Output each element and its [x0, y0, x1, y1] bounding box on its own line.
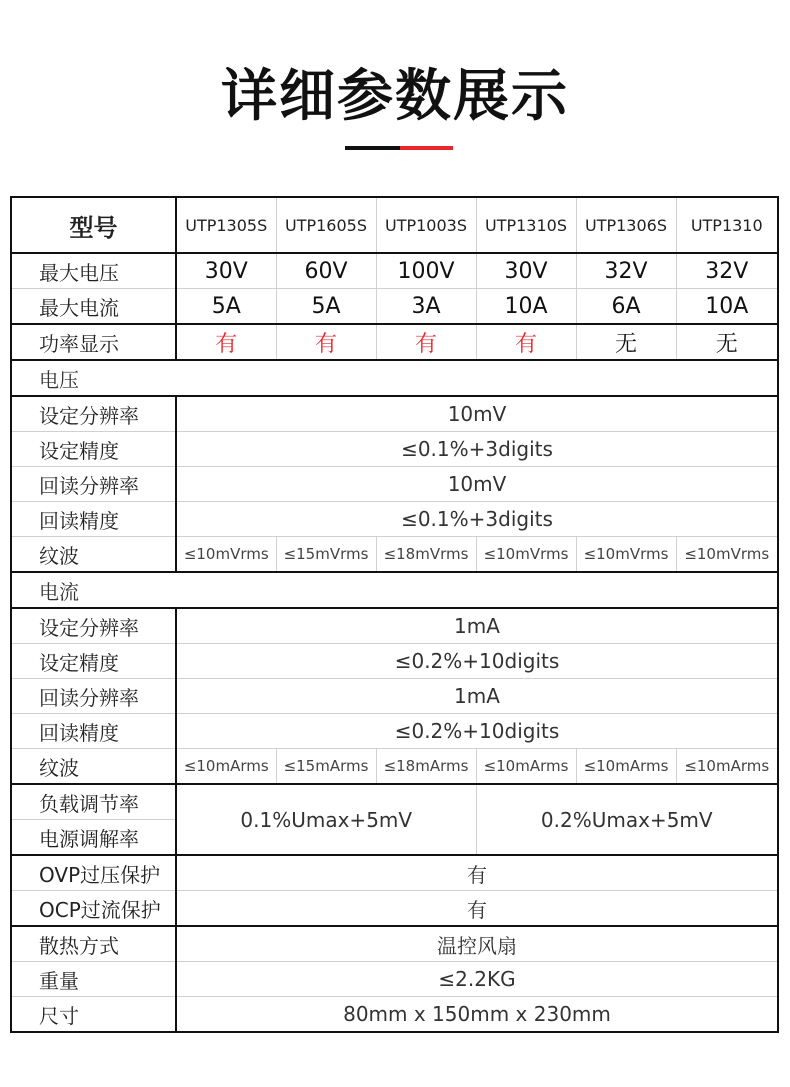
- value-cell: 10mV: [176, 467, 778, 502]
- row-label: 最大电压: [11, 253, 176, 289]
- value-cell: 60V: [276, 253, 376, 289]
- voltage-read-resolution-row: [11, 467, 778, 502]
- value-cell: ≤10mArms: [576, 749, 676, 785]
- value-cell: 10A: [676, 289, 778, 325]
- max-current-row: [11, 289, 778, 325]
- value-cell: 30V: [176, 253, 276, 289]
- title-underline-black: [345, 146, 400, 150]
- row-label: 设定分辨率: [11, 396, 176, 432]
- value-cell: 3A: [376, 289, 476, 325]
- value-cell: ≤15mVrms: [276, 537, 376, 573]
- value-cell: 有: [176, 891, 778, 927]
- model-label: 型号: [11, 197, 176, 253]
- value-cell: 有: [176, 855, 778, 891]
- value-cell: ≤10mVrms: [176, 537, 276, 573]
- page-title: 详细参数展示: [221, 64, 569, 129]
- ocp-row: [11, 891, 778, 927]
- value-cell: 温控风扇: [176, 926, 778, 962]
- value-cell: ≤2.2KG: [176, 962, 778, 997]
- value-cell: 100V: [376, 253, 476, 289]
- value-cell: ≤10mArms: [476, 749, 576, 785]
- row-label: 回读精度: [11, 502, 176, 537]
- row-label: 纹波: [11, 537, 176, 573]
- row-label: 最大电流: [11, 289, 176, 325]
- value-cell: 1mA: [176, 608, 778, 644]
- row-label: 电源调解率: [11, 820, 176, 856]
- model-header-row: [11, 197, 778, 253]
- value-cell: 1mA: [176, 679, 778, 714]
- value-cell: 30V: [476, 253, 576, 289]
- value-cell: ≤10mVrms: [476, 537, 576, 573]
- voltage-set-resolution-row: [11, 396, 778, 432]
- model-name: UTP1305S: [176, 197, 276, 253]
- max-voltage-row: [11, 253, 778, 289]
- row-label: 回读分辨率: [11, 467, 176, 502]
- value-cell: 32V: [676, 253, 778, 289]
- row-label: 设定精度: [11, 432, 176, 467]
- value-cell: 有: [376, 324, 476, 360]
- value-cell: 0.1%Umax+5mV: [176, 784, 476, 855]
- section-title: 电压: [11, 360, 778, 396]
- row-label: 回读精度: [11, 714, 176, 749]
- row-label: 散热方式: [11, 926, 176, 962]
- model-name: UTP1310S: [476, 197, 576, 253]
- value-cell: ≤10mArms: [176, 749, 276, 785]
- cooling-row: [11, 926, 778, 962]
- value-cell: 5A: [176, 289, 276, 325]
- value-cell: 有: [476, 324, 576, 360]
- current-read-accuracy-row: [11, 714, 778, 749]
- model-name: UTP1605S: [276, 197, 376, 253]
- ovp-row: [11, 855, 778, 891]
- value-cell: ≤0.1%+3digits: [176, 502, 778, 537]
- current-read-resolution-row: [11, 679, 778, 714]
- voltage-section-row: [11, 360, 778, 396]
- value-cell: 无: [576, 324, 676, 360]
- row-label: 尺寸: [11, 997, 176, 1033]
- value-cell: 有: [276, 324, 376, 360]
- row-label: 设定精度: [11, 644, 176, 679]
- value-cell: ≤0.2%+10digits: [176, 644, 778, 679]
- value-cell: ≤18mVrms: [376, 537, 476, 573]
- row-label: OVP过压保护: [11, 855, 176, 891]
- row-label: 重量: [11, 962, 176, 997]
- value-cell: ≤0.1%+3digits: [176, 432, 778, 467]
- value-cell: ≤18mArms: [376, 749, 476, 785]
- current-ripple-row: [11, 749, 778, 785]
- value-cell: 5A: [276, 289, 376, 325]
- value-cell: 32V: [576, 253, 676, 289]
- row-label: 回读分辨率: [11, 679, 176, 714]
- current-set-accuracy-row: [11, 644, 778, 679]
- current-section-row: [11, 572, 778, 608]
- value-cell: 10A: [476, 289, 576, 325]
- model-name: UTP1310: [676, 197, 778, 253]
- value-cell: 有: [176, 324, 276, 360]
- weight-row: [11, 962, 778, 997]
- current-set-resolution-row: [11, 608, 778, 644]
- spec-table: [10, 196, 779, 1033]
- value-cell: ≤10mArms: [676, 749, 778, 785]
- value-cell: ≤10mVrms: [676, 537, 778, 573]
- voltage-set-accuracy-row: [11, 432, 778, 467]
- title-underline-red: [400, 146, 453, 150]
- section-title: 电流: [11, 572, 778, 608]
- value-cell: ≤0.2%+10digits: [176, 714, 778, 749]
- value-cell: 80mm x 150mm x 230mm: [176, 997, 778, 1033]
- voltage-ripple-row: [11, 537, 778, 573]
- row-label: 纹波: [11, 749, 176, 785]
- voltage-read-accuracy-row: [11, 502, 778, 537]
- value-cell: 10mV: [176, 396, 778, 432]
- value-cell: 无: [676, 324, 778, 360]
- value-cell: 6A: [576, 289, 676, 325]
- value-cell: ≤15mArms: [276, 749, 376, 785]
- row-label: 功率显示: [11, 324, 176, 360]
- power-display-row: [11, 324, 778, 360]
- value-cell: 0.2%Umax+5mV: [476, 784, 778, 855]
- value-cell: ≤10mVrms: [576, 537, 676, 573]
- model-name: UTP1003S: [376, 197, 476, 253]
- row-label: 设定分辨率: [11, 608, 176, 644]
- row-label: OCP过流保护: [11, 891, 176, 927]
- load-regulation-row: [11, 784, 778, 820]
- size-row: [11, 997, 778, 1033]
- row-label: 负载调节率: [11, 784, 176, 820]
- model-name: UTP1306S: [576, 197, 676, 253]
